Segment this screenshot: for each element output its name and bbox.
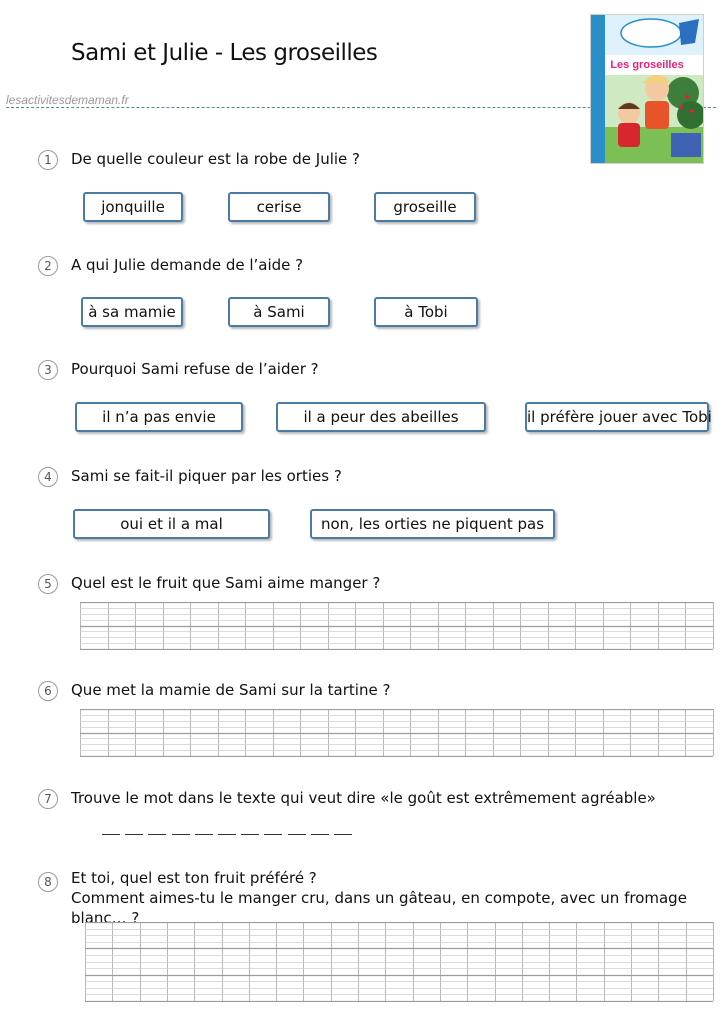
answer-option[interactable]: oui et il a mal: [73, 509, 270, 539]
question-text: Pourquoi Sami refuse de l’aider ?: [71, 360, 319, 378]
blank-dash: [218, 834, 236, 835]
question-text: [71, 868, 724, 928]
question-number: 6: [38, 681, 58, 701]
book-cover-title: Les groseilles: [610, 59, 684, 71]
question-number: 3: [38, 360, 58, 380]
question-text-line-1: Et toi, quel est ton fruit préféré ?: [71, 869, 317, 887]
question-text: A qui Julie demande de l’aide ?: [71, 256, 304, 274]
book-cover: [590, 14, 704, 164]
question-number: 1: [38, 150, 58, 170]
question-5: [38, 573, 380, 594]
question-text: Trouve le mot dans le texte qui veut dire «le goût est extrêmement agréable»: [71, 789, 656, 807]
answer-option[interactable]: cerise: [228, 192, 330, 222]
question-3: [38, 359, 319, 380]
answer-option[interactable]: à Sami: [228, 297, 330, 327]
blank-dash: [241, 834, 259, 835]
page-title: Sami et Julie - Les groseilles: [71, 40, 378, 66]
answer-grid[interactable]: [85, 922, 714, 1002]
blank-dash: [148, 834, 166, 835]
blank-dash: [172, 834, 190, 835]
question-text: De quelle couleur est la robe de Julie ?: [71, 150, 360, 168]
question-number: 7: [38, 789, 58, 809]
answer-option[interactable]: à Tobi: [374, 297, 478, 327]
blank-dash: [102, 834, 120, 835]
answer-option[interactable]: groseille: [374, 192, 476, 222]
question-text: Quel est le fruit que Sami aime manger ?: [71, 574, 381, 592]
question-number: 4: [38, 467, 58, 487]
blank-dash: [125, 834, 143, 835]
answer-grid[interactable]: [80, 602, 714, 650]
question-text: Sami se fait-il piquer par les orties ?: [71, 467, 342, 485]
answer-option[interactable]: il n’a pas envie: [75, 402, 243, 432]
question-text: Que met la mamie de Sami sur la tartine ?: [71, 681, 391, 699]
question-2: [38, 255, 303, 276]
question-1: [38, 149, 360, 170]
question-number: 2: [38, 256, 58, 276]
book-cover-illustration: [591, 15, 703, 163]
question-6: [38, 680, 390, 701]
question-8: [38, 868, 724, 928]
answer-option[interactable]: non, les orties ne piquent pas: [310, 509, 555, 539]
question-number: 8: [38, 872, 58, 892]
blank-dash: [311, 834, 329, 835]
answer-grid[interactable]: [80, 709, 714, 757]
blank-dash: [264, 834, 282, 835]
blank-dash: [288, 834, 306, 835]
question-7: [38, 788, 656, 809]
answer-option[interactable]: jonquille: [83, 192, 183, 222]
answer-option[interactable]: il a peur des abeilles: [276, 402, 486, 432]
question-text-line-2: Comment aimes-tu le manger cru, dans un gâteau, en compote, avec un fromage blanc… ?: [71, 889, 687, 927]
question-number: 5: [38, 574, 58, 594]
site-watermark: lesactivitesdemaman.fr: [6, 93, 129, 107]
answer-option[interactable]: à sa mamie: [81, 297, 183, 327]
question-4: [38, 466, 342, 487]
blank-dash: [195, 834, 213, 835]
answer-option[interactable]: il préfère jouer avec Tobi: [525, 402, 709, 432]
blank-dash: [334, 834, 352, 835]
